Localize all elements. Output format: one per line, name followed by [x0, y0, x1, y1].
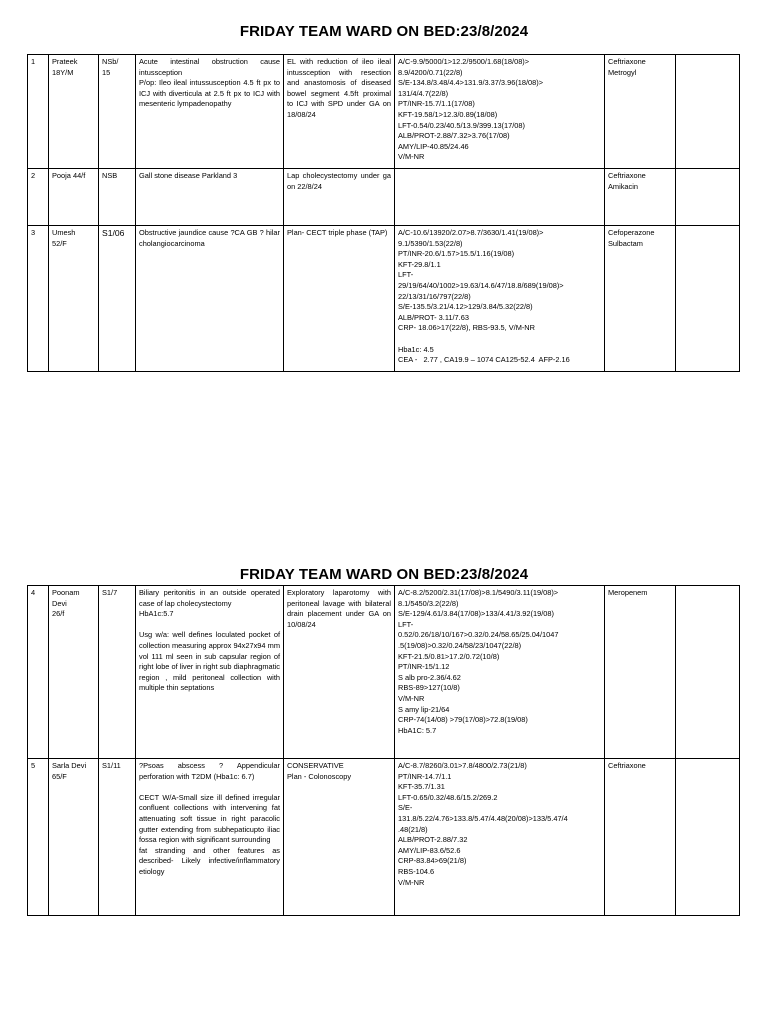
cell-line: S/E-129/4.61/3.84(17/08)>133/4.41/3.92(19/08) — [398, 609, 554, 619]
cell-line: HbA1C: 5.7 — [398, 725, 437, 735]
diagnosis-cell — [136, 55, 284, 169]
cell-line: Prateek — [52, 57, 78, 66]
bed-number-cell — [99, 169, 136, 226]
cell-line: Sulbactam — [608, 238, 643, 248]
table-row — [28, 586, 740, 759]
cell-line: S/E-135.5/3.21/4.12>129/3.84/5.32(22/8) — [398, 302, 533, 312]
cell-line: S1/06 — [102, 228, 125, 238]
cell-line: EL with reduction of ileo ileal intussception with resection and anastomosis of diseased bowel segment 4.5ft proximal to ICJ with SPD under GA on 18/08/24 — [287, 57, 394, 119]
antibiotics-cell — [605, 169, 676, 226]
antibiotics-cell — [605, 55, 676, 169]
remarks-cell — [676, 226, 740, 372]
cell-line: .5(19/08)>0.32/0.24/58/23/1047(22/8) — [398, 640, 522, 650]
cell-line: 8.9/4200/0.71(22/8) — [398, 67, 463, 77]
remarks-cell — [676, 586, 740, 759]
page-title-2: FRIDAY TEAM WARD ON BED:23/8/2024 — [239, 566, 529, 583]
table-row — [28, 759, 740, 916]
cell-line: CEA - 2.77 , CA19.9 – 1074 CA125-52.4 AFP-2.16 — [398, 355, 570, 365]
cell-line: Ceftriaxone — [608, 57, 646, 66]
cell-line: RBS-89>127(10/8) — [398, 683, 460, 693]
bed-number-cell — [99, 226, 136, 372]
cell-line: 18Y/M — [52, 67, 74, 77]
cell-line: Devi — [52, 598, 67, 608]
cell-line: KFT-19.58/1>12.3/0.89(18/08) — [398, 109, 498, 119]
cell-line: A/C-10.6/13920/2.07>8.7/3630/1.41(19/08)> — [398, 228, 544, 237]
cell-line: PT/INR-15/1.12 — [398, 662, 450, 672]
cell-line: RBS-104.6 — [398, 866, 435, 876]
cell-line — [139, 782, 280, 793]
cell-line: Umesh — [52, 228, 76, 237]
cell-line: 52/F — [52, 238, 67, 248]
cell-line: S/E- — [398, 803, 413, 813]
cell-line: Pooja 44/f — [52, 171, 86, 180]
patient-name-cell — [49, 55, 99, 169]
cell-line: 0.52/0.26/18/10/167>0.32/0.24/58.65/25.04/1047 — [398, 630, 559, 640]
cell-line: Ceftriaxone — [608, 761, 646, 770]
lab-results-cell — [395, 226, 605, 372]
cell-line: .48(21/8) — [398, 824, 428, 834]
cell-line: Poonam — [52, 588, 80, 597]
cell-line: 9.1/5390/1.53(22/8) — [398, 238, 463, 248]
cell-line: CONSERVATIVE — [287, 761, 344, 770]
diagnosis-cell — [136, 226, 284, 372]
cell-line: KFT-29.8/1.1 — [398, 259, 441, 269]
cell-line: fat stranding and other features as described- Likely infective/inflammatory etiology — [139, 845, 283, 876]
bed-number-cell — [99, 759, 136, 916]
cell-line: S amy lip-21/64 — [398, 704, 450, 714]
patient-name-cell — [49, 759, 99, 916]
cell-line: CRP- 18.06>17(22/8), RBS-93.5, V/M-NR — [398, 323, 535, 333]
cell-line: LFT- — [398, 619, 414, 629]
ward-table-2-body — [28, 586, 740, 916]
cell-line: P/op: Ileo ileal intussusception 4.5 ft px to ICJ with diverticula at 2.5 ft px to ICJ with mesenteric lympadenopathy — [139, 78, 283, 109]
cell-line: 26/f — [52, 609, 65, 619]
bed-number-cell — [99, 586, 136, 759]
cell-line: Gall stone disease Parkland 3 — [139, 171, 238, 180]
cell-line: Meropenem — [608, 588, 648, 597]
remarks-cell — [676, 169, 740, 226]
cell-line: 15 — [102, 67, 111, 77]
cell-line: V/M-NR — [398, 152, 425, 162]
cell-line: CECT W/A-Small size ill defined irregular confluent collections with intervening fat attenuating soft tissue in right paracolic gutter extending from subhepaticupto iliac fossa region with significant surrounding — [139, 792, 283, 845]
serial-number-cell: 2 — [28, 169, 49, 226]
cell-line: AMY/LIP-83.6/52.6 — [398, 845, 461, 855]
cell-line: A/C-8.7/8260/3.01>7.8/4800/2.73(21/8) — [398, 761, 527, 770]
cell-line: 131/4/4.7(22/8) — [398, 88, 449, 98]
remarks-cell — [676, 759, 740, 916]
cell-line: S/E-134.8/3.48/4.4>131.9/3.37/3.96(18/08)> — [398, 78, 544, 88]
serial-number-cell: 3 — [28, 226, 49, 372]
cell-line: Exploratory laparotomy with peritoneal lavage with bilateral drain placement under GA on 10/08/24 — [287, 588, 394, 629]
cell-line: CRP-83.84>69(21/8) — [398, 856, 467, 866]
cell-line: PT/INR-15.7/1.1(17/08) — [398, 99, 475, 109]
patient-name-cell — [49, 226, 99, 372]
procedure-cell — [284, 55, 395, 169]
cell-line: ALB/PROT-2.88/7.32 — [398, 835, 468, 845]
lab-results-cell — [395, 586, 605, 759]
cell-line: 29/19/64/40/1002>19.63/14.6/47/18.8/689(19/08)> — [398, 280, 564, 290]
procedure-cell — [284, 226, 395, 372]
table-row — [28, 226, 740, 372]
ward-table-1-body — [28, 55, 740, 372]
antibiotics-cell — [605, 586, 676, 759]
cell-line: Sarla Devi — [52, 761, 87, 770]
antibiotics-cell — [605, 226, 676, 372]
procedure-cell — [284, 169, 395, 226]
cell-line — [139, 620, 280, 631]
cell-line: ALB/PROT-2.88/7.32>3.76(17/08) — [398, 131, 510, 141]
cell-line: Plan - Colonoscopy — [287, 771, 352, 781]
cell-line: Hba1c: 4.5 — [398, 344, 434, 354]
procedure-cell — [284, 586, 395, 759]
serial-number-cell: 5 — [28, 759, 49, 916]
bed-number-cell — [99, 55, 136, 169]
cell-line: LFT- — [398, 270, 414, 280]
cell-line: S1/11 — [102, 761, 121, 770]
cell-line: NSb/ — [102, 57, 119, 66]
cell-line: PT/INR-20.6/1.57>15.5/1.16(19/08) — [398, 249, 515, 259]
cell-line: CRP-74(14/08) >79(17/08)>72.8(19/08) — [398, 715, 528, 725]
page-title: FRIDAY TEAM WARD ON BED:23/8/2024 — [239, 23, 529, 40]
cell-line: Acute intestinal obstruction cause intussception — [139, 57, 283, 77]
cell-line: Ceftriaxone — [608, 171, 646, 180]
cell-line: Biliary peritonitis in an outside operated case of lap cholecystectomy — [139, 588, 283, 608]
cell-line: KFT-21.5/0.81>17.2/0.72(10/8) — [398, 651, 500, 661]
patient-name-cell — [49, 169, 99, 226]
cell-line: AMY/LIP-40.85/24.46 — [398, 141, 469, 151]
diagnosis-cell — [136, 169, 284, 226]
cell-line: Lap cholecystectomy under ga on 22/8/24 — [287, 171, 394, 191]
lab-results-cell — [395, 759, 605, 916]
cell-line: 22/13/31/16/797(22/8) — [398, 291, 471, 301]
cell-line: A/C-9.9/5000/1>12.2/9500/1.68(18/08)> — [398, 57, 530, 66]
ward-table-2 — [27, 585, 740, 916]
antibiotics-cell — [605, 759, 676, 916]
cell-line: KFT-35.7/1.31 — [398, 782, 445, 792]
table-row — [28, 169, 740, 226]
cell-line: PT/INR-14.7/1.1 — [398, 771, 452, 781]
cell-line: 65/F — [52, 771, 67, 781]
lab-results-cell — [395, 55, 605, 169]
cell-line: Amikacin — [608, 181, 638, 191]
cell-line: NSB — [102, 171, 118, 180]
cell-line: S alb pro-2.36/4.62 — [398, 672, 461, 682]
cell-line: Usg w/a: well defines loculated pocket of collection measuring approx 94x27x94 mm vol 111 ml seen in sub capsular region of right lobe of liver in right sub diaphragmatic region , mild peritoneal collection with multiple thin septations — [139, 630, 283, 693]
table-row — [28, 55, 740, 169]
cell-line: 8.1/5450/3.2(22/8) — [398, 598, 459, 608]
diagnosis-cell — [136, 586, 284, 759]
ward-table-1 — [27, 54, 740, 372]
cell-line: Cefoperazone — [608, 228, 655, 237]
patient-name-cell — [49, 586, 99, 759]
cell-line: Plan- CECT triple phase (TAP) — [287, 228, 388, 237]
cell-line: HbA1c:5.7 — [139, 609, 174, 619]
cell-line: Metrogyl — [608, 67, 637, 77]
cell-line: V/M-NR — [398, 877, 425, 887]
diagnosis-cell — [136, 759, 284, 916]
cell-line: V/M-NR — [398, 693, 425, 703]
procedure-cell — [284, 759, 395, 916]
cell-line: LFT-0.65/0.32/48.6/15.2/269.2 — [398, 792, 498, 802]
cell-line — [398, 334, 601, 345]
remarks-cell — [676, 55, 740, 169]
cell-line: S1/7 — [102, 588, 118, 597]
cell-line: ALB/PROT- 3.11/7.63 — [398, 312, 469, 322]
cell-line: 131.8/5.22/4.76>133.8/5.47/4.48(20/08)>133/5.47/4 — [398, 813, 568, 823]
lab-results-cell — [395, 169, 605, 226]
cell-line: A/C-8.2/5200/2.31(17/08)>8.1/5490/3.11(19/08)> — [398, 588, 559, 597]
cell-line: Obstructive jaundice cause ?CA GB ? hilar cholangiocarcinoma — [139, 228, 283, 248]
cell-line: ?Psoas abscess ? Appendicular perforation with T2DM (Hba1c: 6.7) — [139, 761, 283, 781]
serial-number-cell: 4 — [28, 586, 49, 759]
serial-number-cell: 1 — [28, 55, 49, 169]
cell-line: LFT-0.54/0.23/40.5/13.9/399.13(17/08) — [398, 120, 525, 130]
